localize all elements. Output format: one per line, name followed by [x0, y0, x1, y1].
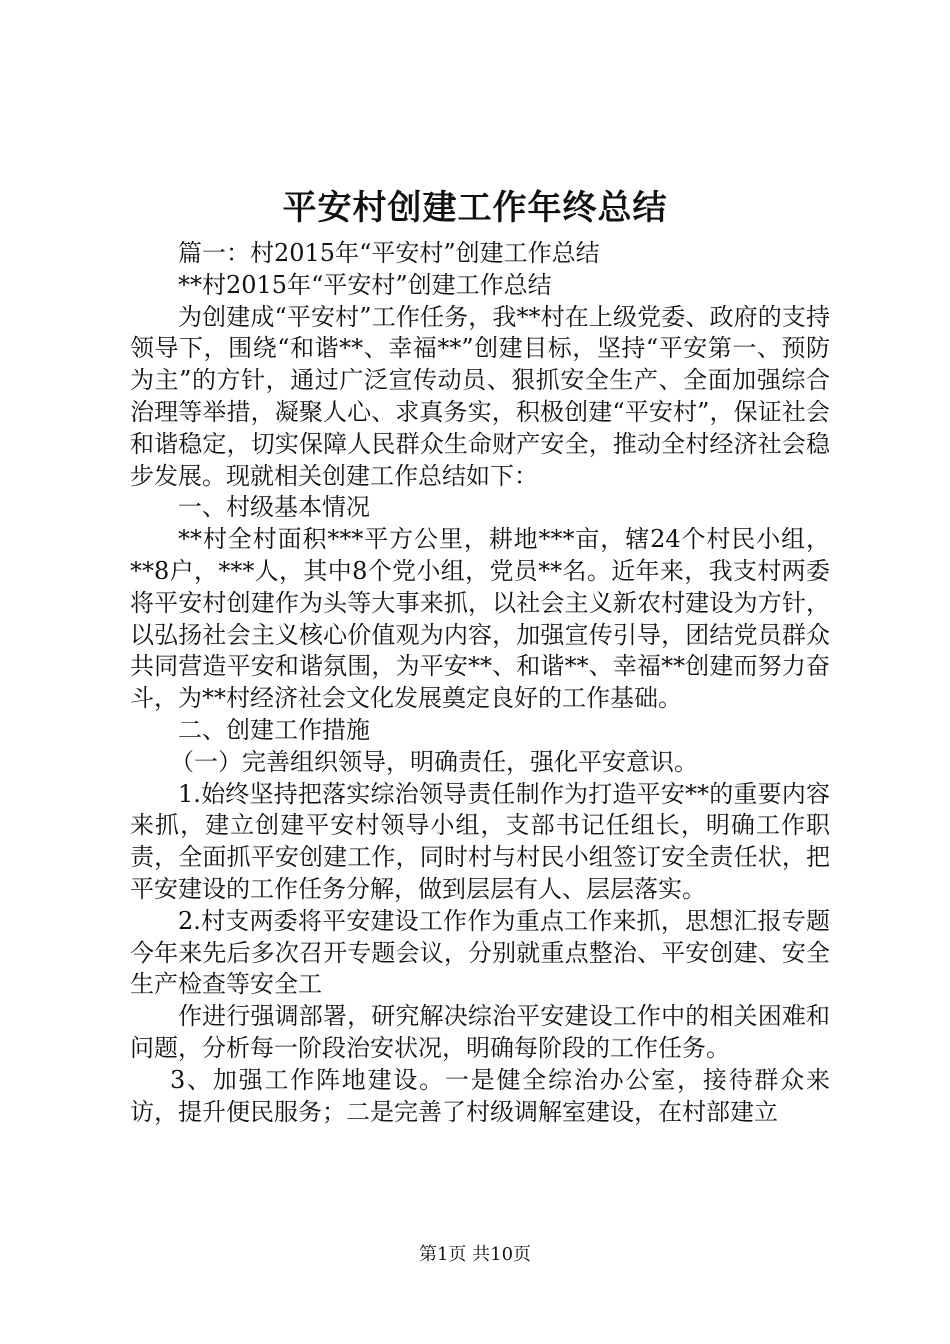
paragraph-item-2-continued: 作进行强调部署，研究解决综治平安建设工作中的相关困难和问题，分析每一阶段治安状况，明确每阶段的工作任务。 [130, 1002, 830, 1062]
section-heading-2: 二、创建工作措施 [178, 715, 370, 744]
paragraph-item-1: 1.始终坚持把落实综治领导责任制作为打造平安**的重要内容来抓，建立创建平安村领导小组，支部书记任组长，明确工作职责，全面抓平安创建工作，同时村与村民小组签订安全责任状，把平安建设的工作任务分解，做到层层有人、层层落实。 [130, 779, 830, 903]
paragraph-basic-info: **村全村面积***平方公里，耕地***亩，辖24个村民小组，**8户，***人，其中8个党小组，党员**名。近年来，我支村两委将平安村创建作为头等大事来抓，以社会主义新农村建设为方针，以弘扬社会主义核心价值观为内容，加强宣传引导，团结党员群众共同营造平安和谐氛围，为平安**、和谐**、幸福**创建而努力奋斗，为**村经济社会文化发展奠定良好的工作基础。 [130, 525, 830, 713]
paragraph-heading: **村2015年“平安村”创建工作总结 [178, 270, 552, 299]
paragraph-subtitle: 篇一：村2015年“平安村”创建工作总结 [178, 239, 600, 267]
paragraph-item-2: 2.村支两委将平安建设工作作为重点工作来抓，思想汇报专题今年来先后多次召开专题会议，分别就重点整治、平安创建、安全生产检查等安全工 [130, 906, 830, 999]
section-heading-1: 一、村级基本情况 [178, 493, 370, 522]
subsection-heading-1: （一）完善组织领导，明确责任，强化平安意识。 [170, 747, 698, 776]
paragraph-intro: 为创建成“平安村”工作任务，我**村在上级党委、政府的支持领导下，围绕“和谐**、幸福**”创建目标，坚持“平安第一、预防为主”的方针，通过广泛宣传动员、狠抓安全生产、全面加强综合治理等举措，凝聚人心、求真务实，积极创建“平安村”，保证社会和谐稳定，切实保障人民群众生命财产安全，推动全村经济社会稳步发展。现就相关创建工作总结如下： [130, 302, 830, 490]
paragraph-item-3: 3、加强工作阵地建设。一是健全综治办公室，接待群众来访，提升便民服务；二是完善了村级调解室建设，在村部建立 [130, 1065, 830, 1126]
document-title: 平安村创建工作年终总结 [282, 188, 668, 228]
page-footer: 第1页 共10页 [418, 1244, 532, 1265]
document-body [130, 238, 830, 1128]
